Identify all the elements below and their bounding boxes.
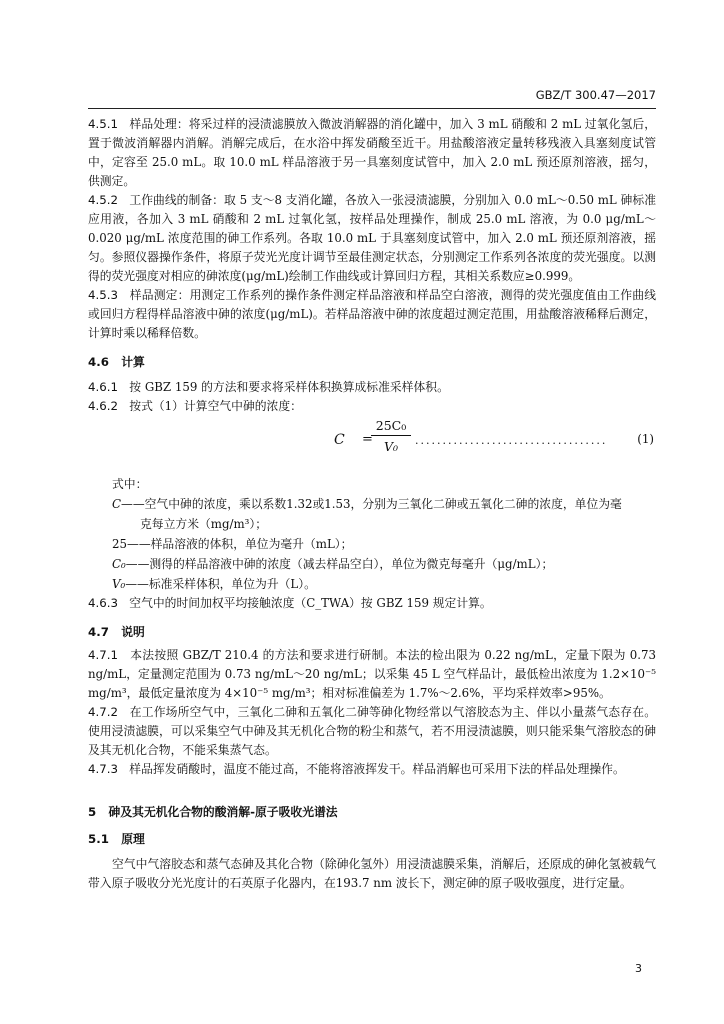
formula-lhs: C (334, 432, 345, 448)
chapter-number: 5 (88, 805, 97, 819)
header-rule (88, 108, 656, 109)
formula-equals: = (362, 432, 373, 447)
clause-number: 4.5.3 (88, 288, 119, 302)
clause-text: 按 GBZ 159 的方法和要求将采样体积换算成标准采样体积。 (129, 380, 449, 394)
clause-number: 4.6.1 (88, 380, 119, 394)
where-symbol: C₀ (112, 557, 126, 571)
clause-4-6-2 (88, 397, 656, 416)
formula-number: (1) (637, 432, 654, 446)
clause-4-6-1 (88, 378, 656, 397)
where-item (112, 554, 656, 574)
formula-where-list (112, 474, 656, 594)
formula-1 (88, 418, 656, 468)
clause-text: 本法按照 GBZ/T 210.4 的方法和要求进行研制。本法的检出限为 0.22 ng/mL，定量下限为 0.73 ng/mL，定量测定范围为 0.73 ng/mL～20 ng/mL；以采集 45 L 空气样品计，最低检出浓度为 1.2×10⁻⁵ mg/m³，最低定量浓度为 4×10⁻⁵ mg/m³；相对标准偏差为 1.7%～2.6%，平均采样效率>95%。 (88, 648, 657, 700)
formula-leader-dots: ................................... (415, 434, 608, 447)
standard-code: GBZ/T 300.47—2017 (535, 88, 656, 102)
section-heading-4-6 (88, 353, 656, 372)
clause-number: 4.6.3 (88, 596, 119, 610)
formula-denominator: V₀ (383, 439, 399, 454)
clause-number: 4.7.2 (88, 705, 119, 719)
principle-paragraph: 空气中气溶胶态和蒸气态砷及其化合物（除砷化氢外）用浸渍滤膜采集，消解后，还原成的砷化氢被载气带入原子吸收分光光度计的石英原子化器内，在193.7 nm 波长下，测定砷的原子吸收强度，进行定量。 (88, 857, 656, 890)
formula-fraction (371, 418, 411, 454)
where-symbol: V₀ (112, 577, 126, 591)
where-desc: ——标准采样体积，单位为升（L）。 (125, 577, 316, 591)
clause-text: 样品挥发硝酸时，温度不能过高，不能将溶液挥发干。样品消解也可采用下法的样品处理操作。 (129, 762, 625, 776)
clause-4-6-3 (88, 594, 656, 613)
formula-numerator: 25C₀ (371, 418, 411, 436)
clause-number: 4.5.1 (88, 117, 119, 131)
clause-number: 4.7.1 (88, 648, 119, 662)
section-number: 4.6 (88, 355, 109, 369)
where-desc: ——测得的样品溶液中砷的浓度（减去样品空白），单位为微克每毫升（μg/mL）； (125, 557, 554, 571)
clause-text: 在工作场所空气中，三氧化二砷和五氧化二砷等砷化物经常以气溶胶态为主、伴以小量蒸气态存在。使用浸渍滤膜，可以采集空气中砷及其无机化合物的粉尘和蒸气，若不用浸渍滤膜，则只能采集气溶胶态的砷及其无机化合物，不能采集蒸气态。 (88, 705, 656, 757)
section-number: 4.7 (88, 625, 109, 639)
clause-text: 空气中的时间加权平均接触浓度（C_TWA）按 GBZ 159 规定计算。 (129, 596, 492, 610)
clause-4-7-1 (88, 646, 656, 703)
clause-number: 4.5.2 (88, 193, 119, 207)
where-intro: 式中： (112, 477, 148, 491)
section-heading-4-7 (88, 623, 656, 642)
section-title: 说明 (121, 625, 145, 639)
chapter-heading-5 (88, 803, 656, 822)
clause-text: 样品测定：用测定工作系列的操作条件测定样品溶液和样品空白溶液，测得的荧光强度值由工作曲线或回归方程得样品溶液中砷的浓度(μg/mL)。若样品溶液中砷的浓度超过测定范围，用盐酸溶液稀释后测定，计算时乘以稀释倍数。 (88, 288, 656, 340)
clause-text: 工作曲线的制备：取 5 支～8 支消化罐，各放入一张浸渍滤膜，分别加入 0.0 mL～0.50 mL 砷标准应用液，各加入 3 mL 硝酸和 2 mL 过氧化氢，按样品处理操作，制成 25.0 mL 溶液，为 0.0 μg/mL～0.020 μg/mL 浓度范围的砷工作系列。各取 10.0 mL 于具塞刻度试管中，加入 2.0 mL 预还原剂溶液，摇匀。参照仪器操作条件，将原子荧光光度计调节至最佳测定状态，分别测定工作系列各浓度的荧光强度。以测得的荧光强度对相应的砷浓度(μg/mL)绘制工作曲线或计算回归方程，其相关系数应≥0.999。 (88, 193, 656, 283)
section-title: 计算 (121, 355, 145, 369)
clause-text: 按式（1）计算空气中砷的浓度： (129, 399, 302, 413)
where-symbol: C (112, 497, 122, 511)
where-desc: ——样品溶液的体积，单位为毫升（mL）； (127, 537, 353, 551)
clause-4-7-3 (88, 760, 656, 779)
clause-4-5-3 (88, 286, 656, 343)
where-item (112, 574, 656, 594)
clause-text: 样品处理：将采过样的浸渍滤膜放入微波消解器的消化罐中，加入 3 mL 硝酸和 2 mL 过氧化氢后，置于微波消解器内消解。消解完成后，在水浴中挥发硝酸至近干。用盐酸溶液定量转移残液入具塞刻度试管中，定容至 25.0 mL。取 10.0 mL 样品溶液于另一具塞刻度试管中，加入 2.0 mL 预还原剂溶液，摇匀，供测定。 (88, 117, 656, 188)
clause-4-5-2 (88, 191, 656, 286)
clause-number: 4.7.3 (88, 762, 119, 776)
where-desc: ——空气中砷的浓度，乘以系数1.32或1.53，分别为三氧化二砷或五氧化二砷的浓度，单位为毫 (121, 497, 622, 511)
where-symbol: 25 (112, 537, 128, 551)
page-number: 3 (635, 962, 642, 975)
section-number: 5.1 (88, 832, 109, 846)
where-item (112, 534, 656, 554)
clause-number: 4.6.2 (88, 399, 119, 413)
section-title: 原理 (121, 832, 145, 846)
where-item (112, 494, 656, 514)
where-item-continuation: 克每立方米（mg/m³）； (140, 517, 268, 531)
clause-4-7-2 (88, 703, 656, 760)
page-content (88, 115, 656, 893)
clause-4-5-1 (88, 115, 656, 191)
section-heading-5-1 (88, 830, 656, 849)
chapter-title: 砷及其无机化合物的酸消解-原子吸收光谱法 (108, 805, 338, 819)
